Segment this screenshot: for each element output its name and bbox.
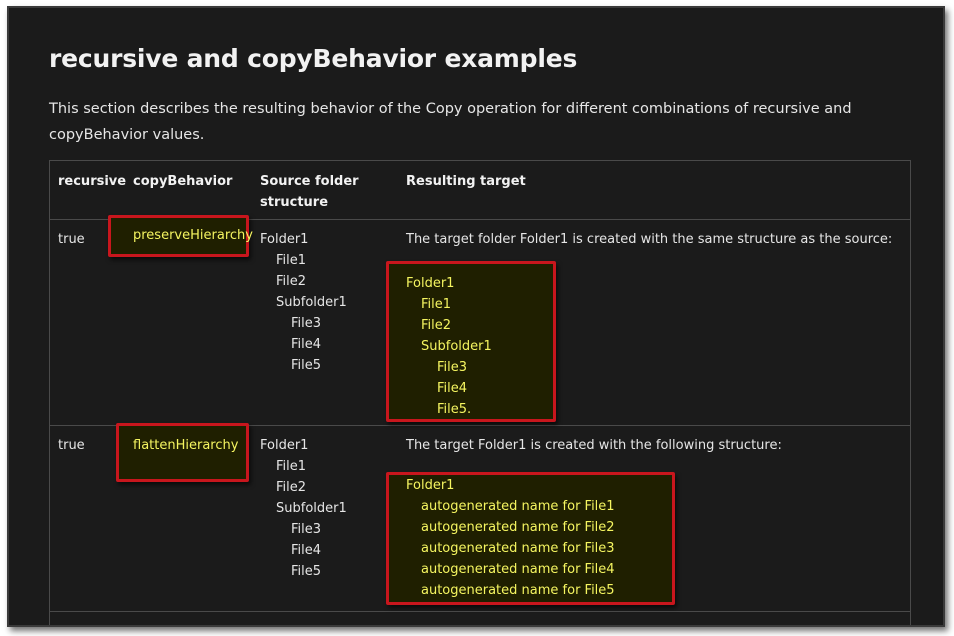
source-item: File2 (276, 274, 307, 289)
source-item: Subfolder1 (276, 501, 347, 516)
result-code-highlight (386, 472, 675, 605)
result-code-line: Folder1 (406, 478, 455, 493)
table-row (50, 220, 910, 426)
document-frame (7, 6, 945, 627)
result-code-highlight (386, 261, 556, 422)
source-structure (260, 435, 390, 585)
source-item: Subfolder1 (276, 295, 347, 310)
source-item: File5 (291, 358, 322, 373)
result-code-line: File1 (421, 297, 452, 312)
copy-behavior-value: preserveHierarchy (133, 228, 253, 243)
source-item: File1 (276, 253, 307, 268)
result-code-line: File3 (437, 360, 468, 375)
header-resulting-target: Resulting target (406, 174, 526, 189)
header-copy-behavior: copyBehavior (133, 174, 233, 189)
source-item: File4 (291, 543, 322, 558)
result-code-line: autogenerated name for File4 (421, 562, 615, 577)
result-code-line: File2 (421, 318, 452, 333)
result-code-line: autogenerated name for File2 (421, 520, 615, 535)
result-code-line: Subfolder1 (421, 339, 492, 354)
row-recursive-value: true (58, 232, 85, 247)
source-item: Folder1 (260, 438, 309, 453)
source-item: Folder1 (260, 232, 309, 247)
result-code-line: File4 (437, 381, 468, 396)
source-item: File3 (291, 316, 322, 331)
result-code-line: autogenerated name for File3 (421, 541, 615, 556)
copy-behavior-value: flattenHierarchy (133, 438, 239, 453)
result-code-line: File5. (437, 402, 472, 417)
source-item: File3 (291, 522, 322, 537)
source-item: File2 (276, 480, 307, 495)
header-source-structure (260, 171, 359, 213)
result-description: The target folder Folder1 is created with the same structure as the source: (406, 232, 893, 247)
source-structure (260, 229, 390, 379)
copy-behavior-code-highlight (116, 423, 249, 482)
section-heading: recursive and copyBehavior examples (49, 44, 578, 73)
row-recursive-value: true (58, 438, 85, 453)
result-code-line: Folder1 (406, 276, 455, 291)
copy-behavior-code-highlight (108, 215, 253, 257)
header-recursive: recursive (58, 174, 127, 189)
result-code-line: autogenerated name for File1 (421, 499, 615, 514)
result-code-line: autogenerated name for File5 (421, 583, 615, 598)
header-source-line2: structure (260, 195, 329, 210)
table-header (50, 161, 910, 220)
table-row (50, 426, 910, 612)
source-item: File5 (291, 564, 322, 579)
examples-table (49, 160, 911, 627)
source-item: File4 (291, 337, 322, 352)
source-item: File1 (276, 459, 307, 474)
result-description: The target Folder1 is created with the following structure: (406, 438, 782, 453)
header-source-line1: Source folder (260, 174, 359, 189)
section-description: This section describes the resulting behavior of the Copy operation for different combinations of recursive and copyBehavior values. (49, 101, 852, 143)
